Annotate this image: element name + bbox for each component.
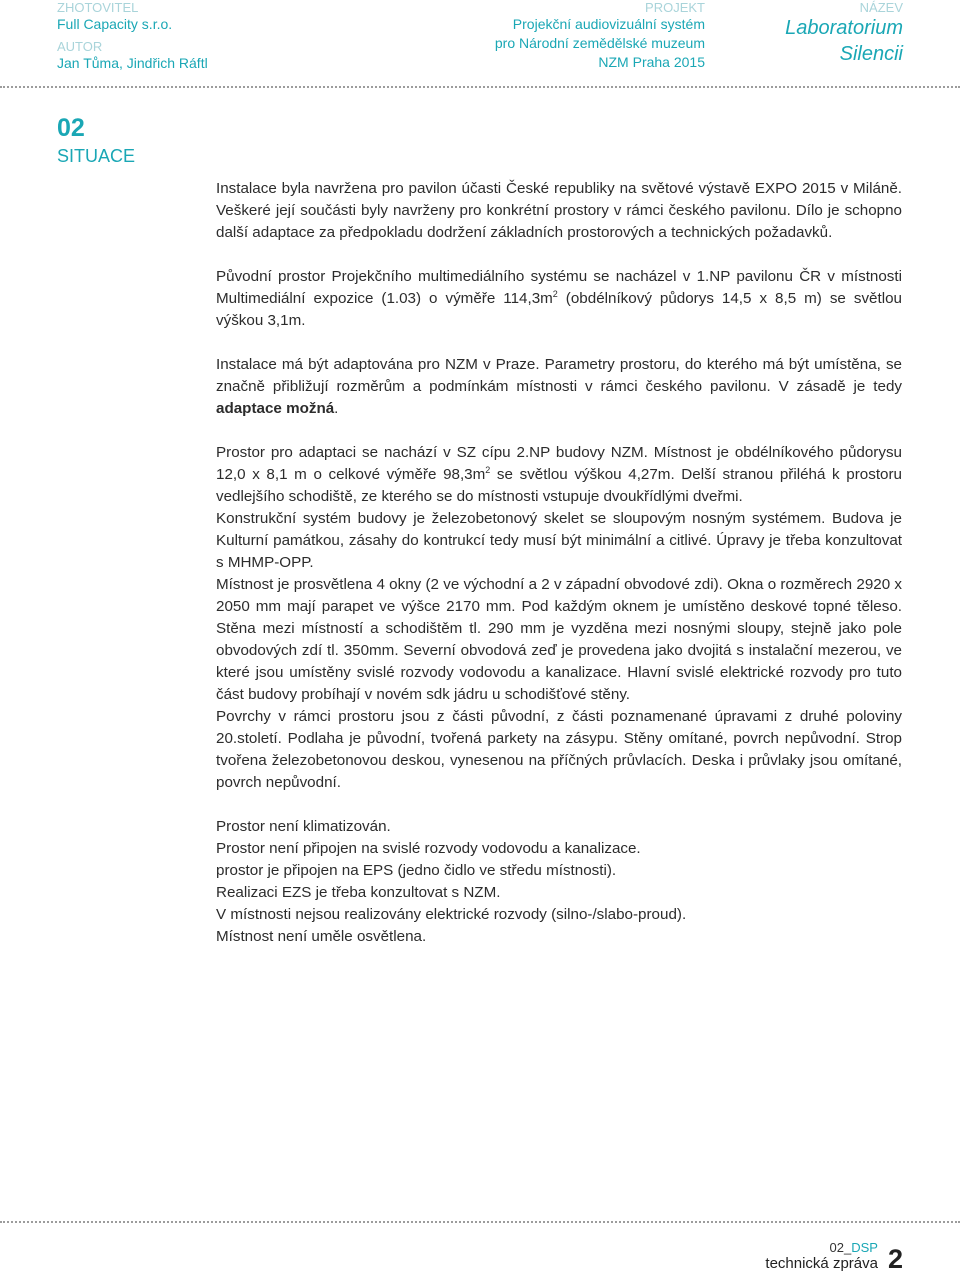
project-label: PROJEKT: [645, 0, 705, 15]
paragraph-surfaces: Povrchy v rámci prostoru jsou z části původní, z části poznamenané úpravami z druhé poloviny 20.století. Podlaha je původní, tvořená parkety na zásypu. Stěny omítané, povrch nepůvodní. Strop tvořena železobetonovou deskou, vynesenou na příčných průvlacích. Deska i průvlaky jsou omítané, povrch nepůvodní.: [216, 708, 902, 791]
footer-divider: [0, 1221, 960, 1223]
footer: [765, 1240, 903, 1273]
paragraph-adaptation: Instalace má být adaptována pro NZM v Praze. Parametry prostoru, do kterého má být umístěna, se značně přibližují rozměrům a podmínkám místnosti v rámci českého pavilonu. V zásadě je tedy adaptace možná.: [216, 356, 902, 417]
header-project: [495, 0, 705, 72]
section-number: 02: [57, 114, 85, 142]
project-line-1: Projekční audiovizuální systém: [512, 16, 705, 32]
note-eps: prostor je připojen na EPS (jedno čidlo ve středu místnosti).: [216, 862, 617, 879]
header-divider: [0, 86, 960, 88]
contractor-name: Full Capacity s.r.o.: [57, 16, 173, 32]
contractor-label: ZHOTOVITEL: [57, 0, 139, 15]
section-title: SITUACE: [57, 146, 136, 166]
note-lighting: Místnost není uměle osvětlena.: [216, 928, 427, 945]
title-line-1: Laboratorium: [785, 17, 903, 39]
project-line-3: NZM Praha 2015: [598, 54, 705, 70]
note-electrical: V místnosti nejsou realizovány elektrické rozvody (silno-/slabo-proud).: [216, 906, 687, 923]
author-label: AUTOR: [57, 39, 103, 54]
header-left: [57, 0, 208, 73]
title-line-2: Silencii: [839, 43, 903, 65]
paragraph-intro: Instalace byla navržena pro pavilon účasti České republiky na světové výstavě EXPO 2015 v Miláně. Veškeré její součásti byly navrženy pro konkrétní prostory v rámci českého pavilonu. Dílo je schopno další adaptace za předpokladu dodržení základních prostorových a technických požadavků.: [216, 180, 902, 241]
adaptation-possible: adaptace možná: [216, 400, 335, 417]
paragraph-windows: Místnost je prosvětlena 4 okny (2 ve východní a 2 v západní obvodové zdi). Okna o rozměrech 2920 x 2050 mm mají parapet ve výšce 2170 mm. Pod každým oknem je umístěno deskové topné těleso. Stěna mezi místností a schodištěm tl. 290 mm je vyzděna mezi nosnými sloupy, stejně jako pole obvodových zdí tl. 350mm. Severní obvodová zeď je provedena jako dvojitá s instalační mezerou, ve které jsou umístěny svislé rozvody vodovodu a kanalizace. Hlavní svislé elektrické rozvody pro tuto část budovy probíhají v novém sdk jádru u schodišťové stěny.: [216, 576, 902, 703]
document-name: technická zpráva: [765, 1255, 878, 1272]
report-body: [216, 178, 902, 948]
note-air-conditioning: Prostor není klimatizován.: [216, 818, 391, 835]
document-code: 02_DSP: [829, 1240, 878, 1255]
note-ezs: Realizaci EZS je třeba konzultovat s NZM.: [216, 884, 501, 901]
page-number: 2: [887, 1244, 903, 1274]
paragraph-room: Prostor pro adaptaci se nachází v SZ cípu 2.NP budovy NZM. Místnost je obdélníkového půdorysu 12,0 x 8,1 m o celkové výměře $98,3m^2$ se světlou výškou 4,27m. Delší stranou přiléhá k prostoru vedlejšího schodiště, ze kterého se do místnosti vstupuje dvoukřídlými dveřmi.: [216, 444, 902, 505]
note-water: Prostor není připojen na svislé rozvody vodovodu a kanalizace.: [216, 840, 641, 857]
paragraph-structure: Konstrukční systém budovy je železobetonový skelet se sloupovým nosným systémem. Budova je Kulturní památkou, zásahy do kontrukcí tedy musí být minimální a citlivé. Úpravy je třeba konzultovat s MHMP-OPP.: [216, 510, 902, 571]
author-name: Jan Tůma, Jindřich Ráftl: [57, 55, 208, 71]
name-label: NÁZEV: [859, 0, 903, 15]
paragraph-original-space: Původní prostor Projekčního multimediálního systému se nacházel v 1.NP pavilonu ČR v místnosti Multimediální expozice (1.03) o výměře $114,3m^2$ (obdélníkový půdorys 14,5 x 8,5 m) se světlou výškou 3,1m.: [216, 268, 902, 329]
project-line-2: pro Národní zemědělské muzeum: [494, 35, 705, 51]
header-title: [785, 0, 903, 67]
